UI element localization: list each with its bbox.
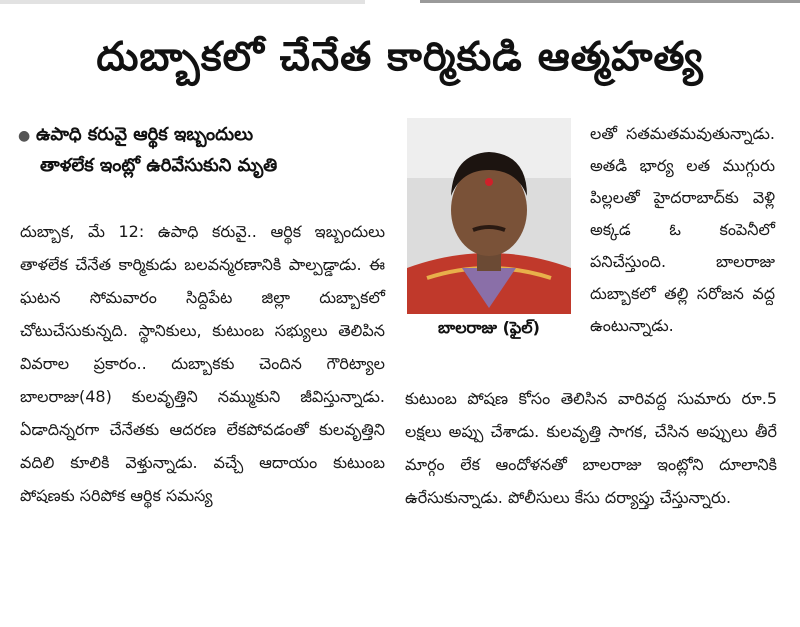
photo-caption: బాలరాజు (ఫైల్) [438, 318, 540, 337]
photo [407, 118, 571, 314]
body-right-column-top: లతో సతమతమవుతున్నాడు. అతడి భార్య లత ముగ్గురు పిల్లలతో హైదరాబాద్‌కు వెళ్లి అక్కడ ఓ కంపెనీలో పనిచేస్తుంది. బాలరాజు దుబ్బాకలో తల్లి సరోజన వద్ద ఉంటున్నాడు. [590, 124, 775, 335]
top-rule-right [420, 0, 800, 3]
portrait-illustration [407, 118, 571, 314]
deck [18, 120, 388, 181]
deck-line-1-text: ఉపాధి కరువై ఆర్థిక ఇబ్బందులు [36, 124, 254, 145]
body-right-column-bottom: కుటుంబ పోషణ కోసం తెలిసిన వారివద్ద సుమారు రూ.5 లక్షలు అప్పు చేశాడు. కులవృత్తి సాగక, చేసిన అప్పులు తీరే మార్గం లేక ఆందోళనతో బాలరాజు ఇంట్లోని దూలానికి ఉరేసుకున్నాడు. పోలీసులు కేసు దర్యాప్తు చేస్తున్నారు. [405, 389, 777, 507]
deck-line-2: తాళలేక ఇంట్లో ఉరివేసుకుని మృతి [40, 155, 278, 176]
deck-line-1 [18, 120, 388, 151]
bullet-icon: ● [18, 128, 31, 144]
headline: దుబ్బాకలో చేనేత కార్మికుడి ఆత్మహత్య [96, 34, 704, 80]
body-left-column: దుబ్బాక, మే 12: ఉపాధి కరువై.. ఆర్థిక ఇబ్బందులు తాళలేక చేనేత కార్మికుడు బలవన్మరణానికి పాల్పడ్డాడు. ఈ ఘటన సోమవారం సిద్దిపేట జిల్లా దుబ్బాకలో చోటుచేసుకున్నది. స్థానికులు, కుటుంబ సభ్యులు తెలిపిన వివరాల ప్రకారం.. దుబ్బాకకు చెందిన గౌరిట్యాల బాలరాజు(48) కులవృత్తిని నమ్ముకుని జీవిస్తున్నాడు. ఏడాదిన్నరగా చేనేతకు ఆదరణ లేకపోవడంతో కులవృత్తిని వదిలి కూలికి వెళ్తున్నాడు. వచ్చే ఆదాయం కుటుంబ పోషణకు సరిపోక ఆర్థిక సమస్య [20, 222, 385, 505]
top-rule-left [0, 0, 365, 4]
